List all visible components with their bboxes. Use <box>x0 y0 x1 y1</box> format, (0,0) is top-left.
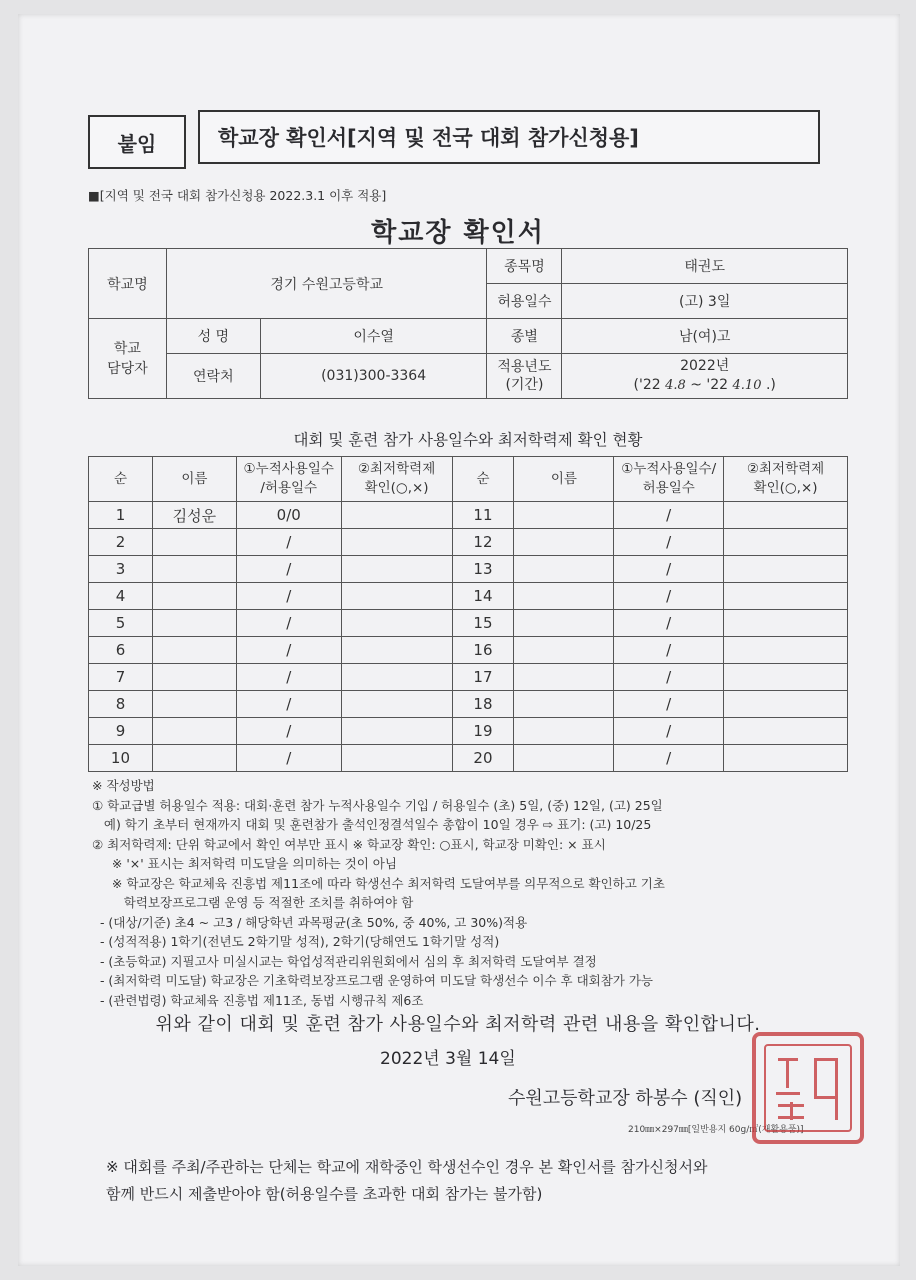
col-check-header-right: ②최저학력제 확인(○,×) <box>724 457 848 502</box>
row-name-right <box>514 529 614 556</box>
row-no: 6 <box>89 637 153 664</box>
row-check <box>341 529 452 556</box>
col-no-header: 순 <box>89 457 153 502</box>
row-check <box>341 718 452 745</box>
row-no: 7 <box>89 664 153 691</box>
row-days: / <box>236 745 341 772</box>
row-name <box>152 718 236 745</box>
footer-note <box>106 1154 846 1208</box>
note-line: - (성적적용) 1학기(전년도 2학기말 성적), 2학기(당해연도 1학기말 성적) <box>92 934 500 949</box>
row-name-right <box>514 664 614 691</box>
row-check-right <box>724 502 848 529</box>
row-no: 10 <box>89 745 153 772</box>
note-line: - (대상/기준) 초4 ~ 고3 / 해당학년 과목평균(초 50%, 중 40%, 고 30%)적용 <box>92 914 528 930</box>
official-seal-stamp <box>752 1032 864 1144</box>
category-value: 남(여)고 <box>562 319 848 354</box>
row-no-right: 17 <box>452 664 514 691</box>
note-line: - (최저학력 미도달) 학교장은 기초학력보장프로그램 운영하여 미도달 학생선수 이수 후 대회참가 가능 <box>92 973 653 988</box>
row-days: / <box>236 718 341 745</box>
row-check-right <box>724 718 848 745</box>
row-no-right: 15 <box>452 610 514 637</box>
row-check-right <box>724 664 848 691</box>
principal-signature: 수원고등학교장 하봉수 (직인) <box>508 1088 743 1109</box>
table-row <box>89 637 848 664</box>
table-row <box>89 691 848 718</box>
row-days: 0/0 <box>236 502 341 529</box>
main-title: 학교장 확인서 <box>371 218 545 248</box>
row-check <box>341 556 452 583</box>
allowed-days-label: 허용일수 <box>487 284 562 319</box>
row-check-right <box>724 637 848 664</box>
note-line: - (초등학교) 지필고사 미실시교는 학업성적관리위원회에서 심의 후 최저학력 도달여부 결정 <box>92 953 597 969</box>
row-name <box>152 529 236 556</box>
row-days-right: / <box>614 529 724 556</box>
table-row <box>89 718 848 745</box>
category-label: 종별 <box>487 319 562 354</box>
row-check-right <box>724 556 848 583</box>
row-no-right: 18 <box>452 691 514 718</box>
row-no: 5 <box>89 610 153 637</box>
row-check-right <box>724 610 848 637</box>
row-name-right <box>514 718 614 745</box>
row-no-right: 20 <box>452 745 514 772</box>
allowed-days-value: (고) 3일 <box>562 284 848 319</box>
row-check-right <box>724 583 848 610</box>
row-no: 8 <box>89 691 153 718</box>
row-days: / <box>236 691 341 718</box>
row-no-right: 11 <box>452 502 514 529</box>
note-line: 학력보장프로그램 운영 등 적절한 조치를 취하여야 함 <box>92 895 414 910</box>
row-name-right <box>514 745 614 772</box>
row-no-right: 14 <box>452 583 514 610</box>
col-days-header-right: ①누적사용일수/ 허용일수 <box>614 457 724 502</box>
col-name-header-right: 이름 <box>514 457 614 502</box>
row-days-right: / <box>614 637 724 664</box>
row-name <box>152 691 236 718</box>
school-name-value: 경기 수원고등학교 <box>166 249 487 319</box>
row-check <box>341 610 452 637</box>
issue-date: 2022년 3월 14일 <box>380 1049 516 1069</box>
note-line: ※ '×' 표시는 최저학력 미도달을 의미하는 것이 아님 <box>92 856 397 871</box>
row-check <box>341 691 452 718</box>
table-row <box>89 745 848 772</box>
row-name <box>152 583 236 610</box>
row-no-right: 16 <box>452 637 514 664</box>
row-name-right <box>514 610 614 637</box>
row-no: 2 <box>89 529 153 556</box>
row-name <box>152 745 236 772</box>
col-days-header: ①누적사용일수 /허용일수 <box>236 457 341 502</box>
note-line: ① 학교급별 허용일수 적용: 대회·훈련 참가 누적사용일수 기입 / 허용일수 (초) 5일, (중) 12일, (고) 25일 <box>92 797 663 813</box>
row-name-right <box>514 583 614 610</box>
row-check <box>341 583 452 610</box>
row-no: 1 <box>89 502 153 529</box>
period-range <box>562 376 847 395</box>
row-days-right: / <box>614 691 724 718</box>
period-mid: ~ '22 <box>690 377 729 393</box>
confirmation-text: 위와 같이 대회 및 훈련 참가 사용일수와 최저학력 관련 내용을 확인합니다. <box>155 1014 761 1035</box>
period-start: 4.8 <box>665 378 686 393</box>
status-table <box>88 456 848 772</box>
row-no-right: 12 <box>452 529 514 556</box>
period-suffix: .) <box>765 377 776 393</box>
row-name-right <box>514 691 614 718</box>
note-line: ※ 작성방법 <box>92 778 155 793</box>
row-days: / <box>236 583 341 610</box>
row-check <box>341 637 452 664</box>
status-rows <box>89 502 848 772</box>
contact-label: 연락처 <box>166 354 260 399</box>
row-days-right: / <box>614 556 724 583</box>
table-row <box>89 529 848 556</box>
sport-value: 태권도 <box>562 249 848 284</box>
status-title: 대회 및 훈련 참가 사용일수와 최저학력제 확인 현황 <box>293 431 643 449</box>
row-name: 김성운 <box>152 502 236 529</box>
staff-name-value: 이수열 <box>260 319 487 354</box>
paper-size-info: 210㎜×297㎜[일반용지 60g/㎡(재활용품)] <box>628 1125 804 1135</box>
apply-tag: ■[지역 및 전국 대회 참가신청용 2022.3.1 이후 적용] <box>88 188 387 203</box>
row-name-right <box>514 502 614 529</box>
row-no: 9 <box>89 718 153 745</box>
contact-value: (031)300-3364 <box>260 354 487 399</box>
table-row <box>89 556 848 583</box>
row-days-right: / <box>614 583 724 610</box>
table-row <box>89 610 848 637</box>
note-line: ② 최저학력제: 단위 학교에서 확인 여부만 표시 ※ 학교장 확인: ○표시, 학교장 미확인: × 표시 <box>92 836 606 852</box>
table-row <box>89 502 848 529</box>
row-name-right <box>514 637 614 664</box>
row-days-right: / <box>614 664 724 691</box>
col-check-header: ②최저학력제 확인(○,×) <box>341 457 452 502</box>
row-no-right: 13 <box>452 556 514 583</box>
row-no-right: 19 <box>452 718 514 745</box>
writing-instructions <box>92 776 852 1010</box>
table-row <box>89 583 848 610</box>
period-label: 적용년도 (기간) <box>487 354 562 399</box>
school-name-label: 학교명 <box>89 249 167 319</box>
row-days: / <box>236 529 341 556</box>
row-check-right <box>724 529 848 556</box>
table-row <box>89 664 848 691</box>
row-name <box>152 610 236 637</box>
row-days-right: / <box>614 718 724 745</box>
row-check-right <box>724 745 848 772</box>
staff-label: 학교 담당자 <box>89 319 167 399</box>
document-title: 학교장 확인서[지역 및 전국 대회 참가신청용] <box>198 110 820 164</box>
period-prefix: ('22 <box>633 377 661 393</box>
staff-name-label: 성 명 <box>166 319 260 354</box>
row-no: 3 <box>89 556 153 583</box>
row-days: / <box>236 664 341 691</box>
row-days: / <box>236 556 341 583</box>
row-check <box>341 664 452 691</box>
footer-line-2: 함께 반드시 제출받아야 함(허용일수를 초과한 대회 참가는 불가함) <box>106 1185 543 1203</box>
row-no: 4 <box>89 583 153 610</box>
row-check <box>341 745 452 772</box>
row-days-right: / <box>614 502 724 529</box>
footer-line-1: ※ 대회를 주최/주관하는 단체는 학교에 재학중인 학생선수인 경우 본 확인서를 참가신청서와 <box>106 1158 708 1176</box>
row-name <box>152 637 236 664</box>
row-days-right: / <box>614 745 724 772</box>
row-name-right <box>514 556 614 583</box>
period-end: 4.10 <box>732 378 762 393</box>
col-no-header-right: 순 <box>452 457 514 502</box>
period-year: 2022년 <box>680 358 730 374</box>
row-name <box>152 556 236 583</box>
row-check-right <box>724 691 848 718</box>
period-value <box>562 354 848 399</box>
attachment-label: 붙임 <box>88 115 186 169</box>
row-check <box>341 502 452 529</box>
row-days-right: / <box>614 610 724 637</box>
note-line: 예) 학기 초부터 현재까지 대회 및 훈련참가 출석인정결석일수 총합이 10일 경우 ⇨ 표기: (고) 10/25 <box>92 817 652 832</box>
row-days: / <box>236 610 341 637</box>
col-name-header: 이름 <box>152 457 236 502</box>
row-name <box>152 664 236 691</box>
note-line: ※ 학교장은 학교체육 진흥법 제11조에 따라 학생선수 최저학력 도달여부를 의무적으로 확인하고 기초 <box>92 875 665 891</box>
school-info-table <box>88 248 848 399</box>
note-line: - (관련법령) 학교체육 진흥법 제11조, 동법 시행규칙 제6조 <box>92 992 424 1008</box>
row-days: / <box>236 637 341 664</box>
sport-label: 종목명 <box>487 249 562 284</box>
